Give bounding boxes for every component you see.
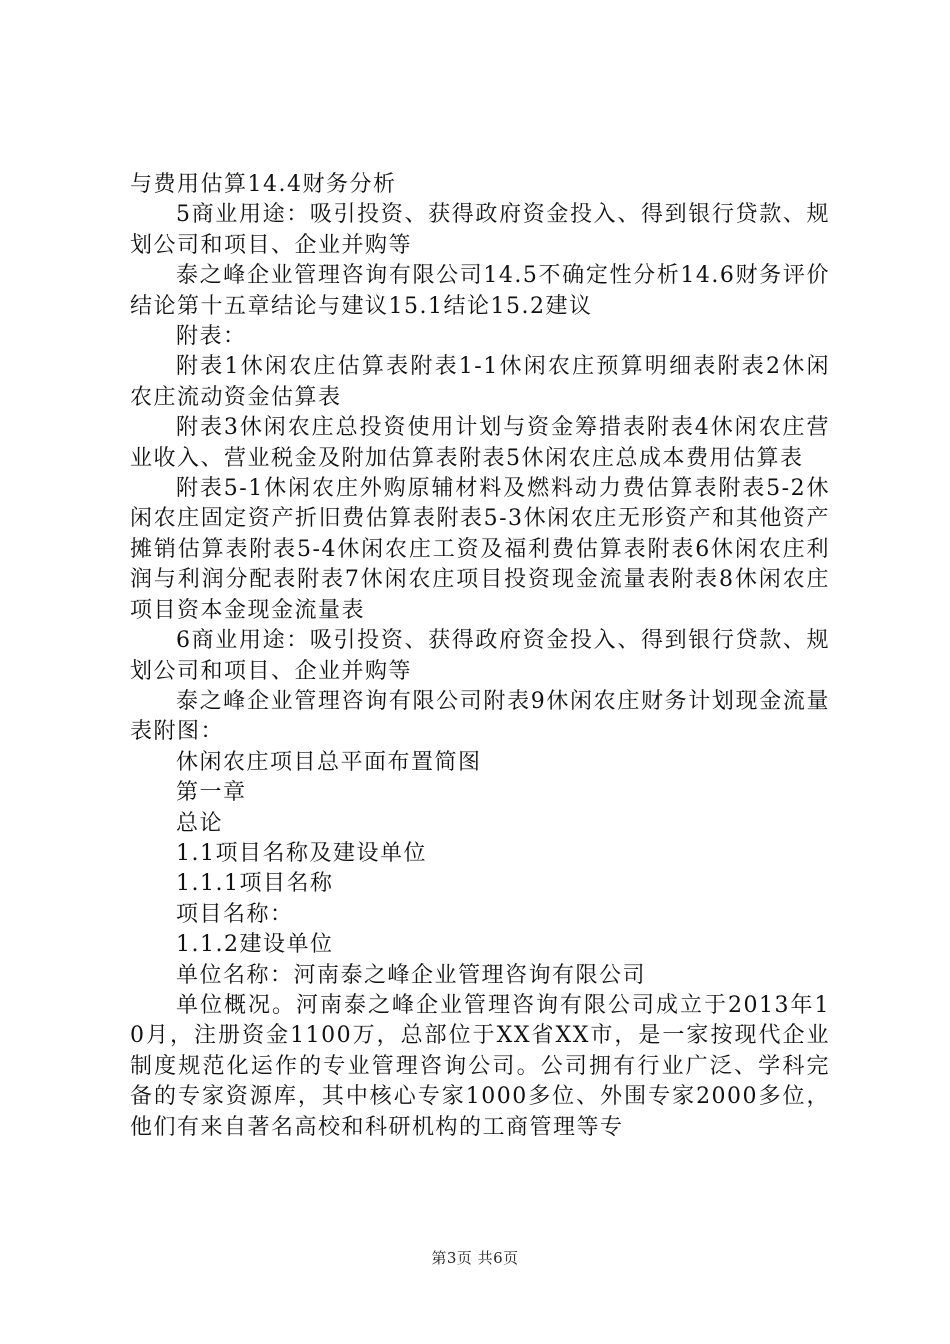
page-number-footer: 第3页 共6页 (431, 1249, 519, 1267)
paragraph-5: 附表1休闲农庄估算表附表1-1休闲农庄预算明细表附表2休闲农庄流动资金估算表 (130, 354, 830, 410)
paragraph-1: 与费用估算14.4财务分析 (130, 172, 397, 197)
paragraph-10: 休闲农庄项目总平面布置简图 (176, 749, 482, 775)
chapter-title: 总论 (176, 810, 224, 836)
paragraph-8: 6商业用途：吸引投资、获得政府资金投入、得到银行贷款、规划公司和项目、企业并购等 (130, 628, 830, 684)
paragraph-7: 附表5-1休闲农庄外购原辅材料及燃料动力费估算表附表5-2休闲农庄固定资产折旧费估算表附表5-3休闲农庄无形资产和其他资产摊销估算表附表5-4休闲农庄工资及福利费估算表附表6休闲农庄利润与利润分配表附表7休闲农庄项目投资现金流量表附表8休闲农庄项目资本金现金流量表 (130, 476, 830, 623)
project-name-line: 项目名称： (176, 901, 294, 927)
paragraph-6: 附表3休闲农庄总投资使用计划与资金筹措表附表4休闲农庄营业收入、营业税金及附加估算表附表5休闲农庄总成本费用估算表 (130, 415, 830, 471)
paragraph-3: 泰之峰企业管理咨询有限公司14.5不确定性分析14.6财务评价结论第十五章结论与建议15.1结论15.2建议 (130, 263, 830, 319)
subsection-heading-2: 1.1.2建设单位 (176, 932, 334, 958)
subsection-heading-1: 1.1.1项目名称 (176, 871, 334, 897)
unit-overview-paragraph: 单位概况。河南泰之峰企业管理咨询有限公司成立于2013年10月，注册资金1100万，总部位于XX省XX市，是一家按现代企业制度规范化运作的专业管理咨询公司。公司拥有行业广泛、学科完备的专家资源库，其中核心专家1000多位、外围专家2000多位，他们有来自著名高校和科研机构的工商管理等专 (130, 992, 830, 1140)
chapter-heading: 第一章 (176, 780, 247, 806)
paragraph-4: 附表： (176, 324, 247, 350)
unit-name-line: 单位名称：河南泰之峰企业管理咨询有限公司 (176, 962, 647, 988)
document-body (130, 170, 830, 1143)
section-heading: 1.1项目名称及建设单位 (176, 840, 427, 866)
paragraph-9: 泰之峰企业管理咨询有限公司附表9休闲农庄财务计划现金流量表附图： (130, 688, 830, 745)
paragraph-2: 5商业用途：吸引投资、获得政府资金投入、得到银行贷款、规划公司和项目、企业并购等 (130, 202, 830, 258)
